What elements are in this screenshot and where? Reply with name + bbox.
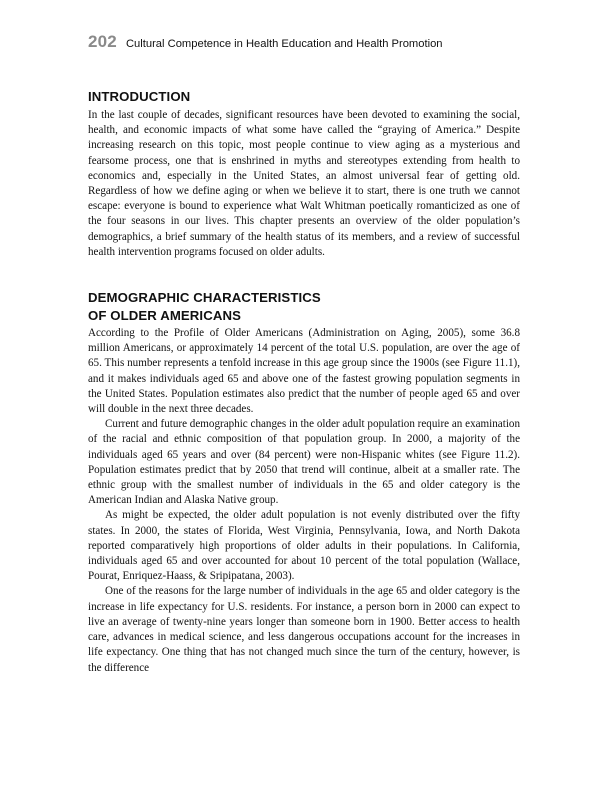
- section-heading-introduction: INTRODUCTION: [88, 89, 191, 104]
- paragraph-demographics-3: As might be expected, the older adult population is not evenly distributed over the fifty states. In 2000, the states of Florida, West Virginia, Pennsylvania, Iowa, and North Dakota reported comparatively high proportions of older adults in their populations. In California, individuals aged 65 and over accounted for about 10 percent of the total population (Wallace, Pourat, Enriquez-Haass, & Sripipatana, 2003).: [88, 509, 520, 583]
- paragraph-demographics-2: Current and future demographic changes in the older adult population require an examination of the racial and ethnic composition of that population group. In 2000, a majority of the individuals aged 65 years and over (84 percent) were non-Hispanic whites (see Figure 11.2). Population estimates predict that by 2050 that trend will continue, albeit at a smaller rate. The ethnic group with the smallest number of individuals in the 65 and older category is the American Indian and Alaska Native group.: [88, 418, 520, 507]
- paragraph-introduction: In the last couple of decades, significant resources have been devoted to examining the social, health, and economic impacts of what some have called the “graying of America.” Despite increasing research on this topic, most people continue to view aging as a mysterious and fearsome process, one that is enshrined in myths and stereotypes extending from health to economics and, especially in the United States, an almost universal fear of getting old. Regardless of how we define aging or when we believe it to start, there is one truth we cannot escape: everyone is bound to experience what Walt Whitman poetically romanticized as one of the four seasons in our lives. This chapter presents an overview of the older population’s demographics, a brief summary of the health status of its members, and a review of successful health intervention programs focused on older adults.: [88, 109, 520, 258]
- heading-line-1: DEMOGRAPHIC CHARACTERISTICS: [88, 290, 321, 306]
- book-title: Cultural Competence in Health Education and Health Promotion: [125, 38, 443, 50]
- section-heading-demographic-characteristics: [88, 289, 520, 325]
- paragraph-demographics-1: According to the Profile of Older Americans (Administration on Aging, 2005), some 36.8 million Americans, or approximately 14 percent of the total U.S. population, are over the age of 65. This number represents a tenfold increase in this age group since the 1900s (see Figure 11.1), and it makes individuals aged 65 and above one of the fastest growing population segments in the United States. Population estimates also predict that the number of people aged 65 and over will double in the next three decades.: [88, 327, 520, 416]
- heading-line-2: OF OLDER AMERICANS: [88, 308, 241, 324]
- page-number: 202: [88, 32, 117, 51]
- paragraph-demographics-4: One of the reasons for the large number of individuals in the age 65 and older category is the increase in life expectancy for U.S. residents. For instance, a person born in 2000 can expect to live an average of twenty-nine years longer than someone born in 1900. Better access to health care, advances in medical science, and less dangerous occupations account for the increases in life expectancy. One thing that has not changed much since the turn of the century, however, is the difference: [88, 585, 520, 674]
- page-body: [88, 88, 520, 676]
- running-head: [88, 32, 518, 56]
